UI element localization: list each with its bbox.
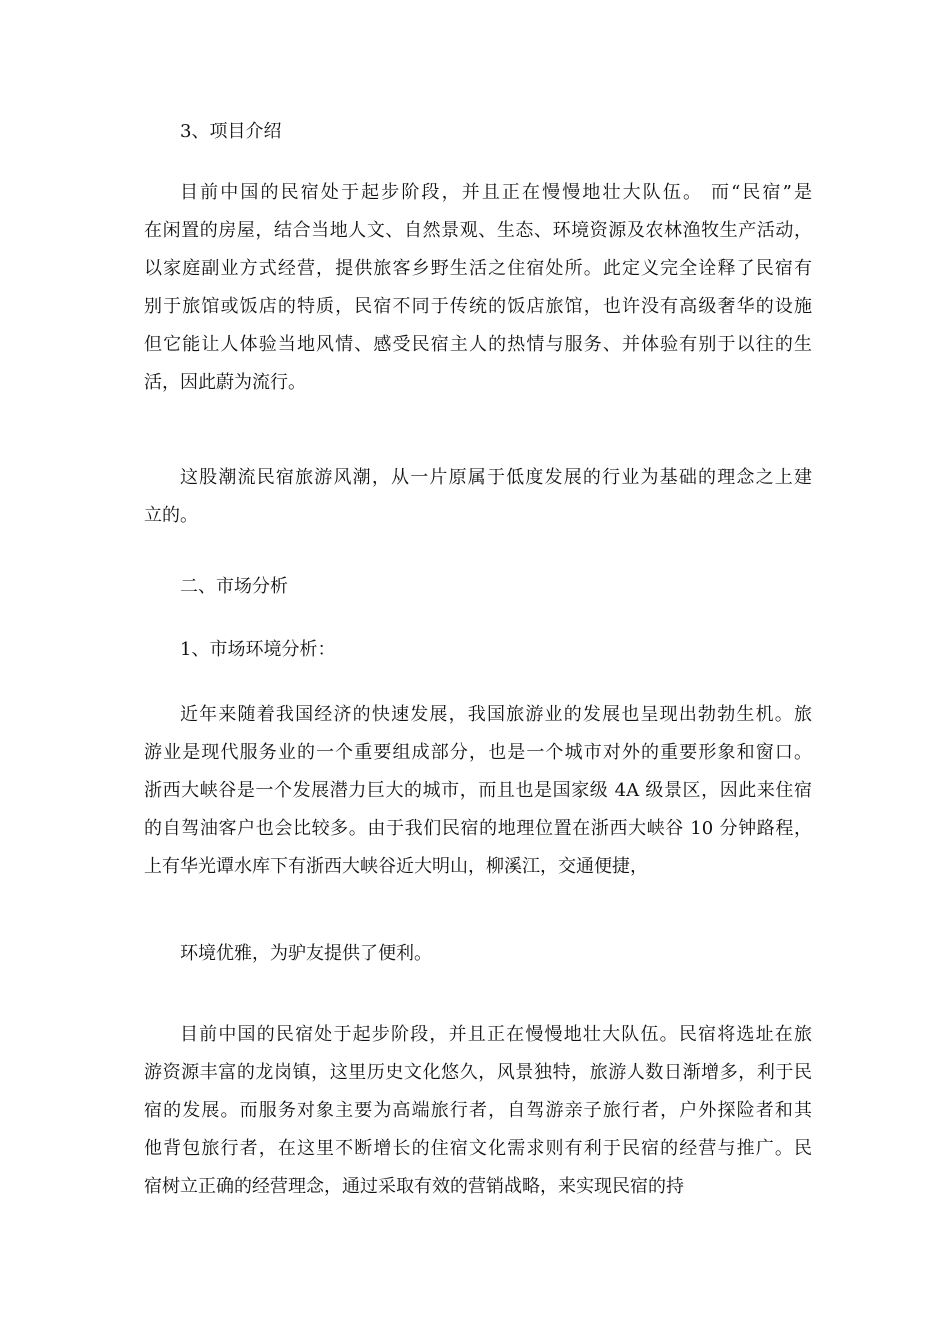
text-line: 别于旅馆或饭店的特质，民宿不同于传统的饭店旅馆，也许没有高级奢华的设施 <box>144 296 812 317</box>
heading-text: 二、市场分析 <box>180 576 288 597</box>
text-line: 环境优雅，为驴友提供了便利。 <box>180 943 432 964</box>
heading-project-intro <box>144 113 812 151</box>
text-line: 的自驾油客户也会比较多。由于我们民宿的地理位置在浙西大峡谷 10 分钟路程， <box>144 818 812 839</box>
text-line: 近年来随着我国经济的快速发展，我国旅游业的发展也呈现出勃勃生机。旅 <box>180 704 812 725</box>
paragraph-environment <box>144 935 812 973</box>
text-line: 目前中国的民宿处于起步阶段，并且正在慢慢地壮大队伍。 而“民宿”是 <box>180 182 812 203</box>
text-line: 上有华光谭水库下有浙西大峡谷近大明山，柳溪江，交通便捷， <box>144 856 648 877</box>
text-line: 这股潮流民宿旅游风潮，从一片原属于低度发展的行业为基础的理念之上建 <box>180 467 812 488</box>
heading-market-environment <box>144 631 812 669</box>
text-line: 在闲置的房屋，结合当地人文、自然景观、生态、环境资源及农林渔牧生产活动， <box>144 220 812 241</box>
paragraph-minsu-trend <box>144 459 812 535</box>
text-line: 但它能让人体验当地风情、感受民宿主人的热情与服务、并体验有别于以往的生 <box>144 334 812 355</box>
heading-text: 3、项目介绍 <box>180 121 282 142</box>
heading-text: 1、市场环境分析： <box>180 639 336 660</box>
heading-market-analysis <box>144 568 812 606</box>
text-line: 以家庭副业方式经营，提供旅客乡野生活之住宿处所。此定义完全诠释了民宿有 <box>144 258 812 279</box>
text-line: 活，因此蔚为流行。 <box>144 372 306 393</box>
paragraph-site-selection <box>144 1016 812 1206</box>
text-line: 宿树立正确的经营理念，通过采取有效的营销战略，来实现民宿的持 <box>144 1176 684 1197</box>
text-line: 游资源丰富的龙岗镇，这里历史文化悠久，风景独特，旅游人数日渐增多，利于民 <box>144 1062 812 1083</box>
paragraph-tourism-development <box>144 696 812 886</box>
paragraph-minsu-definition <box>144 174 812 402</box>
text-line: 立的。 <box>144 505 198 526</box>
text-line: 游业是现代服务业的一个重要组成部分，也是一个城市对外的重要形象和窗口。 <box>144 742 812 763</box>
text-line: 目前中国的民宿处于起步阶段，并且正在慢慢地壮大队伍。民宿将选址在旅 <box>180 1024 812 1045</box>
text-line: 浙西大峡谷是一个发展潜力巨大的城市，而且也是国家级 4A 级景区，因此来住宿 <box>144 780 812 801</box>
text-line: 他背包旅行者，在这里不断增长的住宿文化需求则有利于民宿的经营与推广。民 <box>144 1138 812 1159</box>
text-line: 宿的发展。而服务对象主要为高端旅行者，自驾游亲子旅行者，户外探险者和其 <box>144 1100 812 1121</box>
